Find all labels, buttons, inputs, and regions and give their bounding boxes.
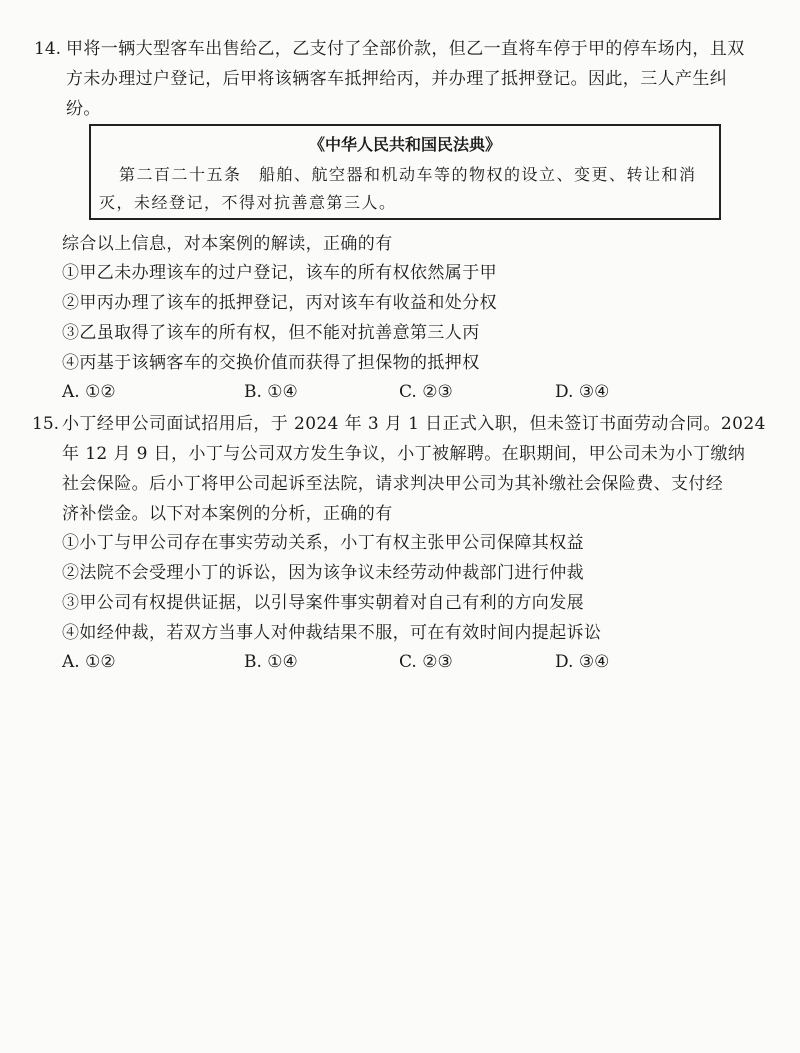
question-14-stem-line-3: 纷。	[66, 99, 101, 119]
question-15-number: 15.	[32, 414, 60, 434]
law-text-line-2: 灭，未经登记，不得对抗善意第三人。	[99, 193, 397, 212]
question-15-statement-4: ④如经仲裁，若双方当事人对仲裁结果不服，可在有效时间内提起诉讼	[62, 623, 602, 643]
question-15-statement-1: ①小丁与甲公司存在事实劳动关系，小丁有权主张甲公司保障其权益	[62, 533, 584, 553]
law-excerpt-box	[89, 124, 721, 220]
question-14-option-c[interactable]: C. ②③	[399, 382, 453, 402]
question-14-option-d[interactable]: D. ③④	[555, 382, 610, 402]
question-14-number: 14.	[34, 39, 62, 59]
question-15-stem-line-4: 济补偿金。以下对本案例的分析，正确的有	[62, 504, 393, 524]
question-15-statement-3: ③甲公司有权提供证据，以引导案件事实朝着对自己有利的方向发展	[62, 593, 584, 613]
question-15-stem-line-2: 年 12 月 9 日，小丁与公司双方发生争议，小丁被解聘。在职期间，甲公司未为小丁缴纳	[62, 444, 746, 464]
question-14-option-b[interactable]: B. ①④	[244, 382, 298, 402]
question-14-statement-1: ①甲乙未办理该车的过户登记，该车的所有权依然属于甲	[62, 263, 497, 283]
question-15-option-a[interactable]: A. ①②	[62, 652, 116, 672]
question-15-stem-line-3: 社会保险。后小丁将甲公司起诉至法院，请求判决甲公司为其补缴社会保险费、支付经	[62, 474, 724, 494]
question-15-option-d[interactable]: D. ③④	[555, 652, 610, 672]
question-15-option-b[interactable]: B. ①④	[244, 652, 298, 672]
question-14-stem-line-2: 方未办理过户登记，后甲将该辆客车抵押给丙，并办理了抵押登记。因此，三人产生纠	[66, 69, 728, 89]
question-14-stem-line-1: 甲将一辆大型客车出售给乙，乙支付了全部价款，但乙一直将车停于甲的停车场内，且双	[66, 39, 745, 59]
question-14-prompt: 综合以上信息，对本案例的解读，正确的有	[62, 234, 393, 254]
question-15-stem-line-1: 小丁经甲公司面试招用后，于 2024 年 3 月 1 日正式入职，但未签订书面劳动合同。2024	[62, 414, 766, 434]
question-14-statement-4: ④丙基于该辆客车的交换价值而获得了担保物的抵押权	[62, 353, 480, 373]
question-14-option-a[interactable]: A. ①②	[62, 382, 116, 402]
question-15-option-c[interactable]: C. ②③	[399, 652, 453, 672]
question-14-statement-3: ③乙虽取得了该车的所有权，但不能对抗善意第三人丙	[62, 323, 480, 343]
question-15-statement-2: ②法院不会受理小丁的诉讼，因为该争议未经劳动仲裁部门进行仲裁	[62, 563, 584, 583]
law-title: 《中华人民共和国民法典》	[308, 135, 501, 154]
question-14-statement-2: ②甲丙办理了该车的抵押登记，丙对该车有收益和处分权	[62, 293, 497, 313]
law-text-line-1: 第二百二十五条 船舶、航空器和机动车等的物权的设立、变更、转让和消	[119, 165, 697, 184]
